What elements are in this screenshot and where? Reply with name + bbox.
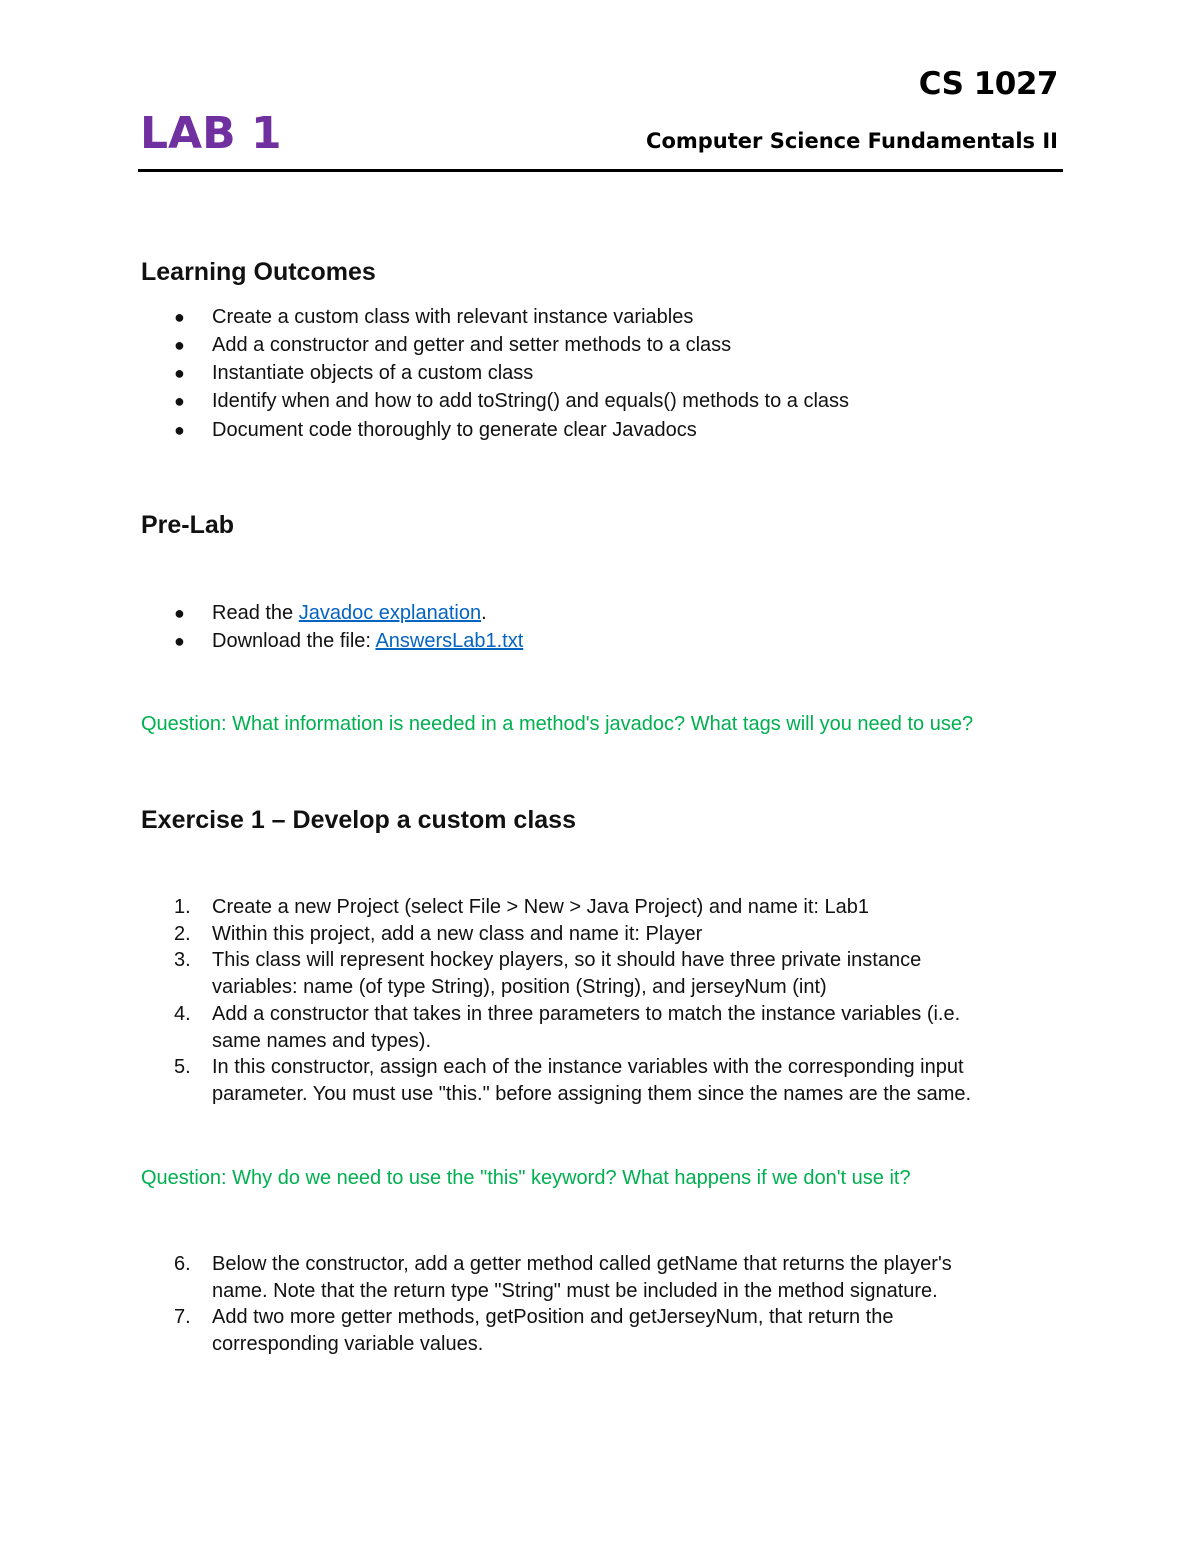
- bullet-icon: ●: [174, 307, 185, 327]
- prelab-question: Question: What information is needed in a method's javadoc? What tags will you need to use?: [141, 713, 974, 735]
- lab-title: LAB 1: [140, 108, 282, 159]
- bullet-icon: ●: [174, 335, 185, 355]
- bullet-icon: ●: [174, 603, 185, 623]
- course-name: Computer Science Fundamentals II: [646, 129, 1058, 153]
- exercise1-question: Question: Why do we need to use the "this" keyword? What happens if we don't use it?: [141, 1167, 911, 1189]
- bullet-icon: ●: [174, 420, 185, 440]
- header-divider: [138, 169, 1063, 172]
- learning-outcomes-heading: Learning Outcomes: [141, 258, 376, 286]
- javadoc-explanation-link[interactable]: Javadoc explanation: [298, 602, 482, 624]
- bullet-icon: ●: [174, 363, 185, 383]
- bullet-icon: ●: [174, 631, 185, 651]
- answers-file-link[interactable]: AnswersLab1.txt: [375, 630, 524, 652]
- prelab-heading: Pre-Lab: [141, 511, 235, 539]
- bullet-icon: ●: [174, 391, 185, 411]
- course-code: CS 1027: [918, 66, 1058, 102]
- exercise1-heading: Exercise 1 – Develop a custom class: [141, 806, 576, 834]
